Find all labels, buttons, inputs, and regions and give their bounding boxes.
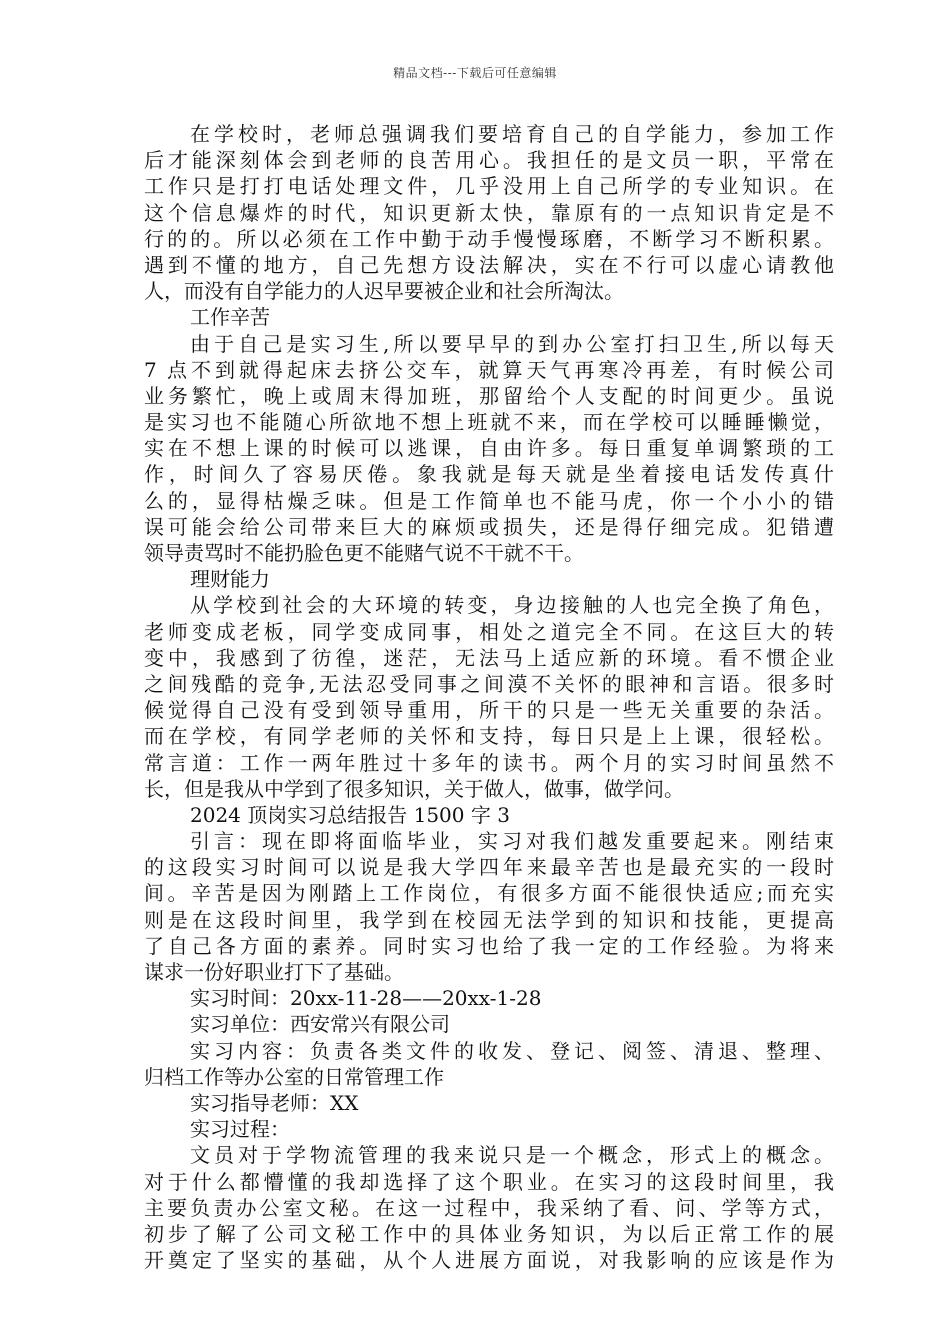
text-line: 业务繁忙，晚上或周末得加班，那留给个人支配的时间更少。虽说 [144,383,834,408]
text-line: 后才能深刻体会到老师的良苦用心。我担任的是文员一职，平常在 [144,148,834,173]
text-line: 从学校到社会的大环境的转变，身边接触的人也完全换了角色， [190,593,834,618]
text-line: 谋求一份好职业打下了基础。 [144,960,404,984]
text-line: 实习内容：负责各类文件的收发、登记、阅签、清退、整理、 [190,1038,834,1063]
text-line: 对于什么都懵懂的我却选择了这个职业。在实习的这段时间里，我 [144,1169,834,1194]
text-line: 的这段实习时间可以说是我大学四年来最辛苦也是最充实的一段时 [144,855,834,880]
document-body [144,121,834,1273]
text-line: 而在学校，有同学老师的关怀和支持，每日只是上上课，很轻松。 [144,724,834,749]
text-line: 开奠定了坚实的基础，从个人进展方面说，对我影响的应该是作为 [144,1248,834,1273]
text-line: 是实习也不能随心所欲地不想上班就不来，而在学校可以睡睡懒觉， [144,410,834,435]
text-line: 候觉得自己没有受到领导重用，所干的只是一些无关重要的杂活。 [144,698,834,723]
text-line: 变中，我感到了彷徨，迷茫，无法马上适应新的环境。看不惯企业 [144,645,834,670]
page-header: 精品文档---下载后可任意编辑 [393,66,557,80]
text-line: 工作只是打打电话处理文件，几乎没用上自己所学的专业知识。在 [144,174,834,199]
section-heading: 实习过程： [190,1117,290,1142]
text-line: 老师变成老板，同学变成同事，相处之道完全不同。在这巨大的转 [144,619,834,644]
text-line: 归档工作等办公室的日常管理工作 [144,1064,444,1089]
text-line: 引言：现在即将面临毕业，实习对我们越发重要起来。刚结束 [190,829,834,854]
text-line: 作，时间久了容易厌倦。象我就是每天就是坐着接电话发传真什 [144,462,834,487]
text-line: 则是在这段时间里，我学到在校园无法学到的知识和技能，更提高 [144,907,834,932]
text-line: 么的，显得枯燥乏味。但是工作简单也不能马虎，你一个小小的错 [144,488,834,513]
section-heading: 工作辛苦 [190,305,270,330]
text-line: 实在不想上课的时候可以逃课，自由许多。每日重复单调繁琐的工 [144,436,834,461]
text-line: 初步了解了公司文秘工作中的具体业务知识，为以后正常工作的展 [144,1221,834,1246]
section-heading: 理财能力 [190,567,270,592]
text-line: 人，而没有自学能力的人迟早要被企业和社会所淘汰。 [144,279,624,304]
text-line: 领导责骂时不能扔脸色更不能赌气说不干就不干。 [144,541,584,565]
text-line: 在学校时，老师总强调我们要培育自己的自学能力，参加工作 [190,122,834,146]
text-line: 文员对于学物流管理的我来说只是一个概念，形式上的概念。 [190,1143,834,1168]
text-line: 长，但是我从中学到了很多知识，关于做人，做事，做学问。 [144,776,684,801]
text-line: 常言道：工作一两年胜过十多年的读书。两个月的实习时间虽然不 [144,750,834,775]
text-line: 主要负责办公室文秘。在这一过程中，我采纳了看、问、学等方式， [144,1195,834,1220]
text-line: 遇到不懂的地方，自己先想方设法解决，实在不行可以虚心请教他 [144,252,834,277]
text-line: 之间残酷的竞争,无法忍受同事之间漠不关怀的眼神和言语。很多时 [144,671,834,696]
section-heading: 实习时间：20xx-11-28——20xx-1-28 [190,986,542,1011]
text-line: 了自己各方面的素养。同时实习也给了我一定的工作经验。为将来 [144,933,834,958]
text-line: 误可能会给公司带来巨大的麻烦或损失，还是得仔细完成。犯错遭 [144,514,834,539]
text-line: 行的的。所以必须在工作中勤于动手慢慢琢磨，不断学习不断积累。 [144,226,834,251]
text-line: 间。辛苦是因为刚踏上工作岗位，有很多方面不能很快适应;而充实 [144,881,834,906]
text-line: 7 点不到就得起床去挤公交车，就算天气再寒冷再差，有时候公司 [144,357,834,382]
text-line: 由于自己是实习生,所以要早早的到办公室打扫卫生,所以每天 [190,331,834,356]
section-heading: 实习指导老师：XX [190,1090,359,1115]
section-heading: 实习单位：西安常兴有限公司 [190,1012,450,1037]
text-line: 这个信息爆炸的时代，知识更新太快，靠原有的一点知识肯定是不 [144,200,834,225]
section-heading: 2024 顶岗实习总结报告 1500 字 3 [190,802,510,827]
